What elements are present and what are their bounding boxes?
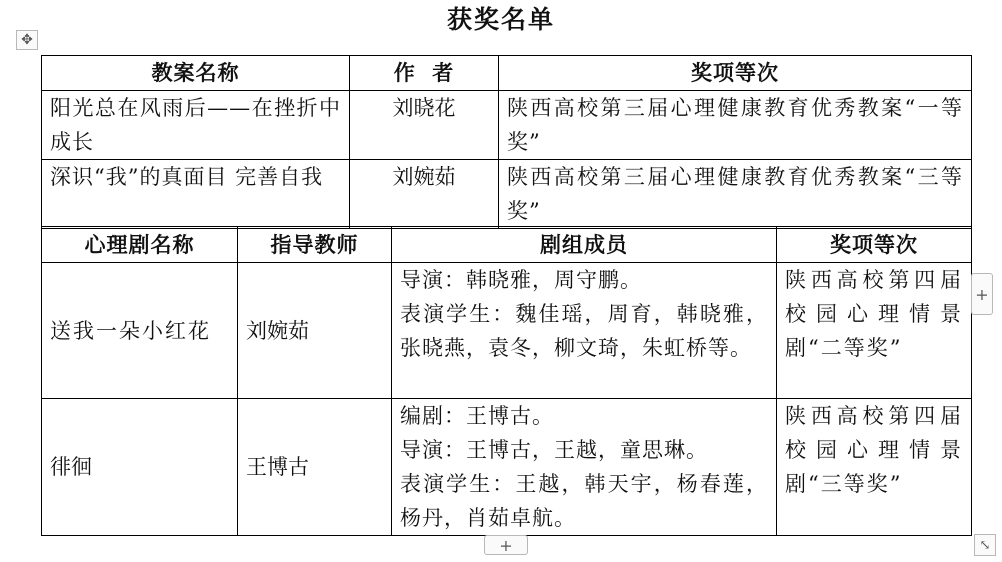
header-drama-name[interactable]: 心理剧名称 (42, 227, 238, 263)
director-line: 导演：韩晓雅，周守鹏。 (400, 268, 642, 292)
table-row (42, 399, 972, 536)
lesson-name-cell[interactable]: 阳光总在风雨后——在挫折中成长 (42, 91, 350, 160)
add-column-icon[interactable]: + (971, 273, 993, 315)
table-move-handle-icon[interactable]: ✥ (16, 30, 38, 50)
header-lesson-name[interactable]: 教案名称 (42, 56, 350, 91)
instructor-cell[interactable]: 刘婉茹 (238, 263, 392, 399)
add-row-icon[interactable]: + (484, 535, 528, 555)
author-cell[interactable]: 刘晓花 (350, 91, 499, 160)
header-author[interactable]: 作 者 (350, 56, 499, 91)
director-line: 导演：王博古，王越，童思琳。 (400, 438, 708, 462)
award-cell[interactable]: 陕西高校第四届校园心理情景剧“二等奖” (777, 263, 972, 399)
table-row (42, 160, 972, 229)
award-cell[interactable]: 陕西高校第三届心理健康教育优秀教案“一等奖” (499, 91, 972, 160)
table-header-row (42, 56, 972, 91)
screenwriter-line: 编剧：王博古。 (400, 404, 554, 428)
lesson-name-cell[interactable]: 深识“我”的真面目 完善自我 (42, 160, 350, 229)
instructor-cell[interactable]: 王博古 (238, 399, 392, 536)
header-cast-members[interactable]: 剧组成员 (392, 227, 777, 263)
award-cell[interactable]: 陕西高校第四届校园心理情景剧“三等奖” (777, 399, 972, 536)
cast-members-cell[interactable] (392, 399, 777, 536)
psychodrama-awards-table (41, 226, 972, 536)
table-header-row (42, 227, 972, 263)
table-resize-icon[interactable]: ⤡ (974, 534, 996, 556)
table-row (42, 91, 972, 160)
performers-line: 表演学生：魏佳瑶，周育，韩晓雅，张晓燕，袁冬，柳文琦，朱虹桥等。 (400, 302, 768, 360)
header-award-level[interactable]: 奖项等次 (499, 56, 972, 91)
performers-line: 表演学生：王越，韩天宇，杨春莲，杨丹，肖茹卓航。 (400, 472, 768, 530)
drama-name-cell[interactable]: 送我一朵小红花 (42, 263, 238, 399)
drama-name-cell[interactable]: 徘徊 (42, 399, 238, 536)
author-cell[interactable]: 刘婉茹 (350, 160, 499, 229)
cast-members-cell[interactable] (392, 263, 777, 399)
lesson-plan-awards-table (41, 55, 972, 229)
document-title: 获奖名单 (446, 5, 555, 34)
table-row (42, 263, 972, 399)
header-award-level[interactable]: 奖项等次 (777, 227, 972, 263)
header-instructor[interactable]: 指导教师 (238, 227, 392, 263)
award-cell[interactable]: 陕西高校第三届心理健康教育优秀教案“三等奖” (499, 160, 972, 229)
